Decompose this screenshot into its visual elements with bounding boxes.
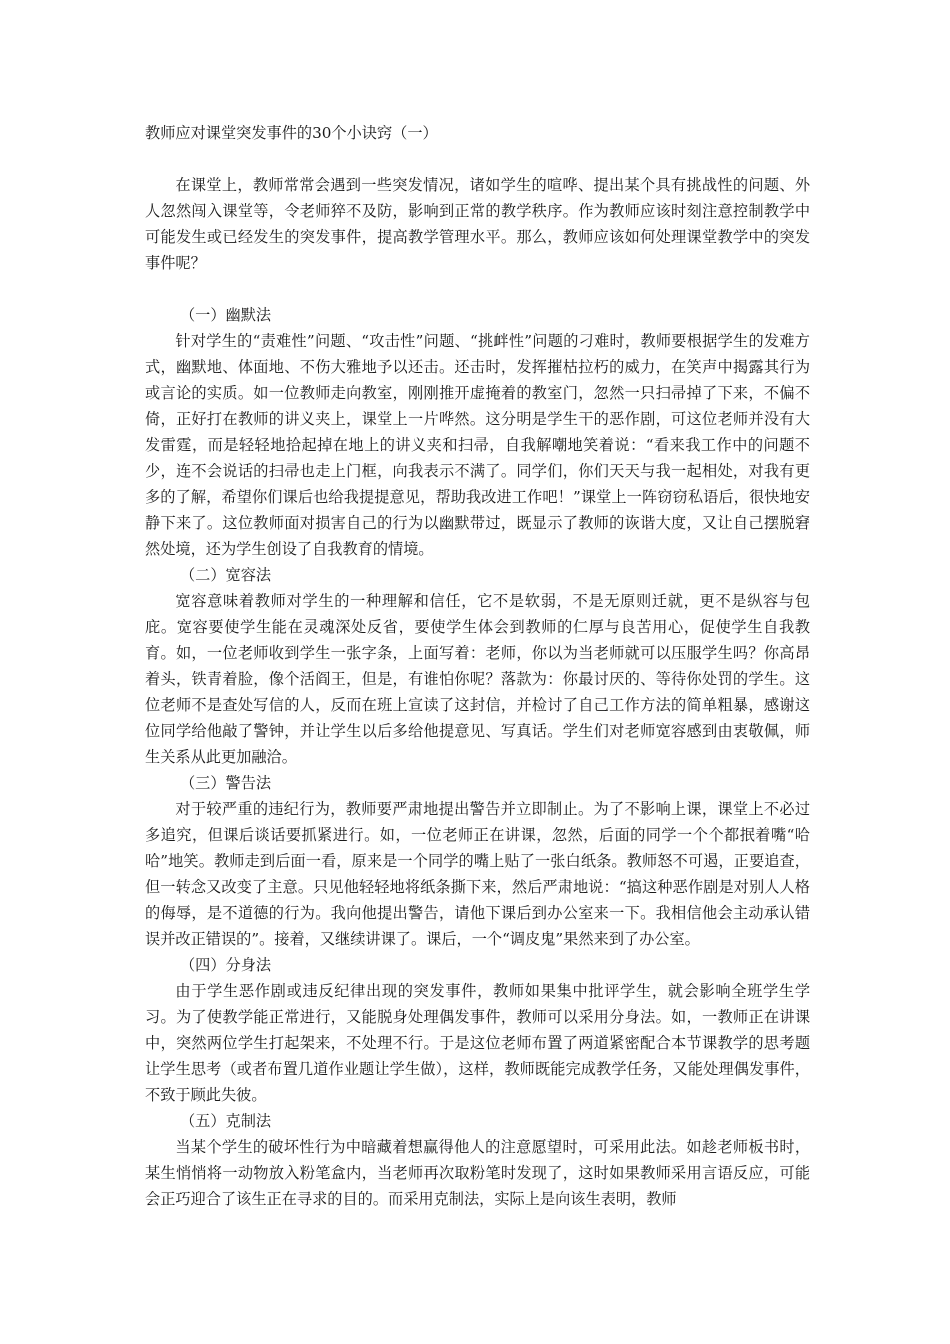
intro-paragraph: 在课堂上，教师常常会遇到一些突发情况，诸如学生的喧哗、提出某个具有挑战性的问题、外人忽然闯入课堂等，令老师猝不及防，影响到正常的教学秩序。作为教师应该时刻注意控制教学中可能发生或已经发生的突发事件，提高教学管理水平。那么，教师应该如何处理课堂教学中的突发事件呢？: [145, 176, 810, 272]
section-humor: [145, 302, 810, 562]
section-heading: （五）克制法: [179, 1112, 272, 1130]
section-heading: （二）宽容法: [179, 566, 272, 584]
document-title: 教师应对课堂突发事件的30个小诀窍（一）: [145, 124, 438, 142]
section-restraint: [145, 1108, 810, 1212]
section-body: 由于学生恶作剧或违反纪律出现的突发事件，教师如果集中批评学生，就会影响全班学生学习。为了使教学能正常进行，又能脱身处理偶发事件，教师可以采用分身法。如，一教师正在讲课中，突然两位学生打起架来，不处理不行。于是这位老师布置了两道紧密配合本节课教学的思考题让学生思考（或者布置几道作业题让学生做），这样，教师既能完成教学任务，又能处理偶发事件，不致于顾此失彼。: [145, 982, 810, 1104]
section-heading: （一）幽默法: [179, 306, 272, 324]
section-body: 针对学生的“责难性”问题、“攻击性”问题、“挑衅性”问题的刁难时，教师要根据学生的发难方式，幽默地、体面地、不伤大雅地予以还击。还击时，发挥摧枯拉朽的威力，在笑声中揭露其行为或言论的实质。如一位教师走向教室，刚刚推开虚掩着的教室门，忽然一只扫帚掉了下来，不偏不倚，正好打在教师的讲义夹上，课堂上一片哗然。这分明是学生干的恶作剧，可这位老师并没有大发雷霆，而是轻轻地拾起掉在地上的讲义夹和扫帚，自我解嘲地笑着说：“看来我工作中的问题不少，连不会说话的扫帚也走上门框，向我表示不满了。同学们，你们天天与我一起相处，对我有更多的了解，希望你们课后也给我提提意见，帮助我改进工作吧！”课堂上一阵窃窃私语后，很快地安静下来了。这位教师面对损害自己的行为以幽默带过，既显示了教师的诙谐大度，又让自己摆脱窘然处境，还为学生创设了自我教育的情境。: [145, 332, 810, 558]
section-warning: [145, 770, 810, 952]
section-body: 宽容意味着教师对学生的一种理解和信任，它不是软弱，不是无原则迁就，更不是纵容与包庇。宽容要使学生能在灵魂深处反省，要使学生体会到教师的仁厚与良苦用心，促使学生自我教育。如，一位老师收到学生一张字条，上面写着：老师，你以为当老师就可以压服学生吗？你高昂着头，铁青着脸，像个活阎王，但是，有谁怕你呢？落款为：你最讨厌的、等待你处罚的学生。这位老师不是查处写信的人，反而在班上宣读了这封信，并检讨了自己工作方法的简单粗暴，感谢这位同学给他敲了警钟，并让学生以后多给他提意见、写真话。学生们对老师宽容感到由衷敬佩，师生关系从此更加融洽。: [145, 592, 810, 766]
paragraph-spacer: [145, 276, 810, 302]
section-body: 当某个学生的破坏性行为中暗藏着想赢得他人的注意愿望时，可采用此法。如趁老师板书时，某生悄悄将一动物放入粉笔盒内，当老师再次取粉笔时发现了，这时如果教师采用言语反应，可能会正巧迎合了该生正在寻求的目的。而采用克制法，实际上是向该生表明，教师: [145, 1138, 810, 1208]
document-page: [145, 120, 810, 1212]
section-tolerance: [145, 562, 810, 770]
section-heading: （三）警告法: [179, 774, 272, 792]
section-split: [145, 952, 810, 1108]
section-body: 对于较严重的违纪行为，教师要严肃地提出警告并立即制止。为了不影响上课，课堂上不必过多追究，但课后谈话要抓紧进行。如，一位老师正在讲课，忽然，后面的同学一个个都抿着嘴“哈哈”地笑。教师走到后面一看，原来是一个同学的嘴上贴了一张白纸条。教师怒不可遏，正要追查，但一转念又改变了主意。只见他轻轻地将纸条撕下来，然后严肃地说：“搞这种恶作剧是对别人人格的侮辱，是不道德的行为。我向他提出警告，请他下课后到办公室来一下。我相信他会主动承认错误并改正错误的”。接着，又继续讲课了。课后，一个“调皮鬼”果然来到了办公室。: [145, 800, 810, 948]
section-heading: （四）分身法: [179, 956, 272, 974]
